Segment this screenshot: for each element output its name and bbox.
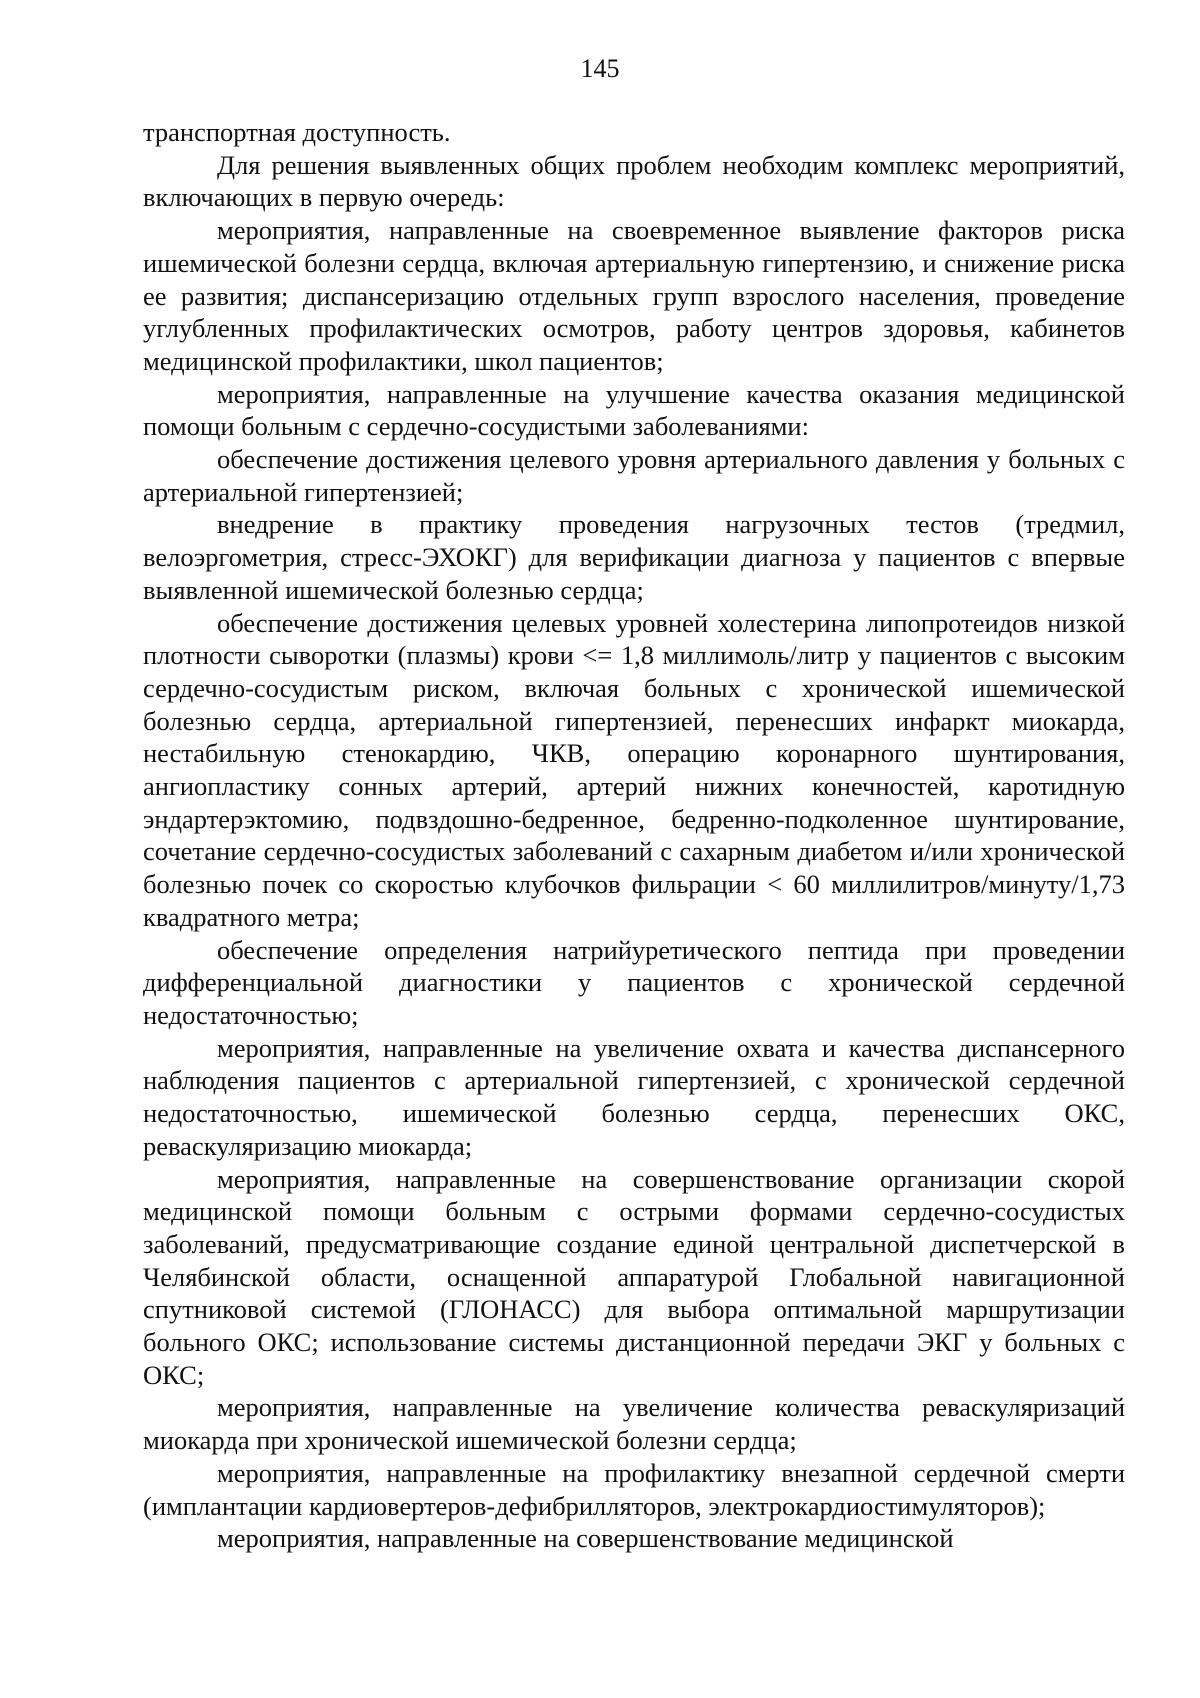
- paragraph: внедрение в практику проведения нагрузочных тестов (тредмил, велоэргометрия, стресс-ЭХОКГ) для верификации диагноза у пациентов с впервые выявленной ишемической болезнью сердца;: [143, 509, 1125, 605]
- paragraph: мероприятия, направленные на профилактику внезапной сердечной смерти (имплантации кардиовертеров-дефибрилляторов, электрокардиостимуляторов);: [143, 1457, 1125, 1521]
- document-body: [143, 116, 1125, 1555]
- paragraph: обеспечение определения натрийуретического пептида при проведении дифференциальной диагностики у пациентов с хронической сердечной недостаточностью;: [143, 934, 1125, 1030]
- page-number: 145: [580, 54, 620, 83]
- paragraph: мероприятия, направленные на увеличение количества реваскуляризаций миокарда при хронической ишемической болезни сердца;: [143, 1392, 1125, 1456]
- paragraph: мероприятия, направленные на своевременное выявление факторов риска ишемической болезни сердца, включая артериальную гипертензию, и снижение риска ее развития; диспансеризацию отдельных групп взрослого населения, проведение углубленных профилактических осмотров, работу центров здоровья, кабинетов медицинской профилактики, школ пациентов;: [143, 215, 1125, 376]
- paragraph: обеспечение достижения целевого уровня артериального давления у больных с артериальной гипертензией;: [143, 444, 1125, 507]
- paragraph: мероприятия, направленные на улучшение качества оказания медицинской помощи больным с сердечно-сосудистыми заболеваниями:: [143, 378, 1125, 442]
- paragraph: Для решения выявленных общих проблем необходим комплекс мероприятий, включающих в первую очередь:: [143, 149, 1125, 213]
- paragraph: обеспечение достижения целевых уровней холестерина липопротеидов низкой плотности сыворотки (плазмы) крови <= 1,8 миллимоль/литр у пациентов с высоким сердечно-сосудистым риском, включая больных с хронической ишемической болезнью сердца, артериальной гипертензией, перенесших инфаркт миокарда, нестабильную стенокардию, ЧКВ, операцию коронарного шунтирования, ангиопластику сонных артерий, артерий нижних конечностей, каротидную эндартерэктомию, подвздошно-бедренное, бедренно-подколенное шунтирование, сочетание сердечно-сосудистых заболеваний с сахарным диабетом и/или хронической болезнью почек со скоростью клубочков фильрации < 60 миллилитров/минуту/1,73 квадратного метра;: [143, 607, 1125, 932]
- paragraph: мероприятия, направленные на совершенствование организации скорой медицинской помощи больным с острыми формами сердечно-сосудистых заболеваний, предусматривающие создание единой центральной диспетчерской в Челябинской области, оснащенной аппаратурой Глобальной навигационной спутниковой системой (ГЛОНАСС) для выбора оптимальной маршрутизации больного ОКС; использование системы дистанционной передачи ЭКГ у больных с ОКС;: [143, 1163, 1125, 1390]
- paragraph: мероприятия, направленные на увеличение охвата и качества диспансерного наблюдения пациентов с артериальной гипертензией, с хронической сердечной недостаточностью, ишемической болезнью сердца, перенесших ОКС, реваскуляризацию миокарда;: [143, 1032, 1125, 1161]
- paragraph: мероприятия, направленные на совершенствование медицинской: [217, 1523, 954, 1554]
- paragraph: транспортная доступность.: [143, 117, 451, 147]
